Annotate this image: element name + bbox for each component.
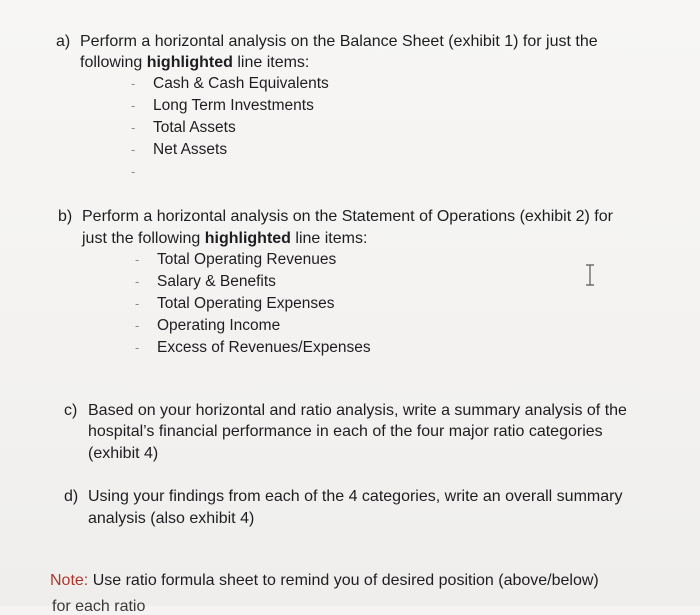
question-a-line1: Perform a horizontal analysis on the Balance Sheet (exhibit 1) for just the — [80, 33, 598, 50]
note-label: Note: — [50, 572, 89, 589]
question-b-line1: Perform a horizontal analysis on the Statement of Operations (exhibit 2) for — [82, 208, 613, 225]
list-item: - Long Term Investments — [153, 95, 329, 117]
note — [50, 570, 599, 591]
list-item: - Total Operating Revenues — [157, 249, 371, 271]
highlighted-word: highlighted — [146, 54, 233, 71]
list-item: - Total Assets — [153, 117, 329, 139]
note-text: Use ratio formula sheet to remind you of desired position (above/below) — [88, 572, 599, 589]
question-d-letter: d) — [64, 488, 79, 505]
list-item: - Total Operating Expenses — [157, 293, 371, 315]
question-d-line1: Using your findings from each of the 4 categories, write an overall summary — [88, 488, 623, 505]
question-a-items — [131, 73, 329, 183]
question-c-line1: Based on your horizontal and ratio analysis, write a summary analysis of the — [88, 402, 627, 419]
bullet-dash: - — [135, 318, 140, 333]
bullet-dash: - — [135, 340, 140, 355]
bullet-dash: - — [135, 296, 140, 311]
bullet-dash: - — [131, 142, 136, 157]
bullet-dash: - — [131, 120, 136, 135]
list-item: - Cash & Cash Equivalents — [153, 73, 329, 95]
question-c-line2: hospital’s financial performance in each of the four major ratio categories — [88, 423, 603, 440]
bullet-dash: - — [131, 76, 136, 91]
question-d-line2: analysis (also exhibit 4) — [88, 510, 255, 527]
question-c — [64, 400, 627, 421]
question-c-line3: (exhibit 4) — [88, 445, 159, 462]
list-item: - Net Assets — [153, 139, 329, 161]
highlighted-word: highlighted — [204, 230, 291, 247]
list-item: - Operating Income — [157, 315, 371, 337]
bullet-dash: - — [135, 252, 140, 267]
question-a-line2: following highlighted line items: — [80, 54, 310, 71]
bullet-dash: - — [131, 98, 136, 113]
question-b — [58, 206, 613, 227]
question-c-letter: c) — [64, 402, 78, 419]
question-d — [64, 486, 622, 507]
bullet-dash: - — [131, 164, 136, 179]
question-b-line2: just the following highlighted line items: — [82, 230, 368, 247]
question-b-letter: b) — [58, 208, 73, 225]
note-continuation: for each ratio — [52, 598, 146, 615]
question-b-items — [135, 249, 371, 359]
bullet-dash: - — [135, 274, 140, 289]
question-a-letter: a) — [56, 33, 71, 50]
list-item: - Salary & Benefits — [157, 271, 371, 293]
question-a — [56, 31, 598, 52]
text-cursor-icon — [585, 264, 595, 286]
list-item — [131, 161, 329, 183]
list-item: - Excess of Revenues/Expenses — [157, 337, 371, 359]
